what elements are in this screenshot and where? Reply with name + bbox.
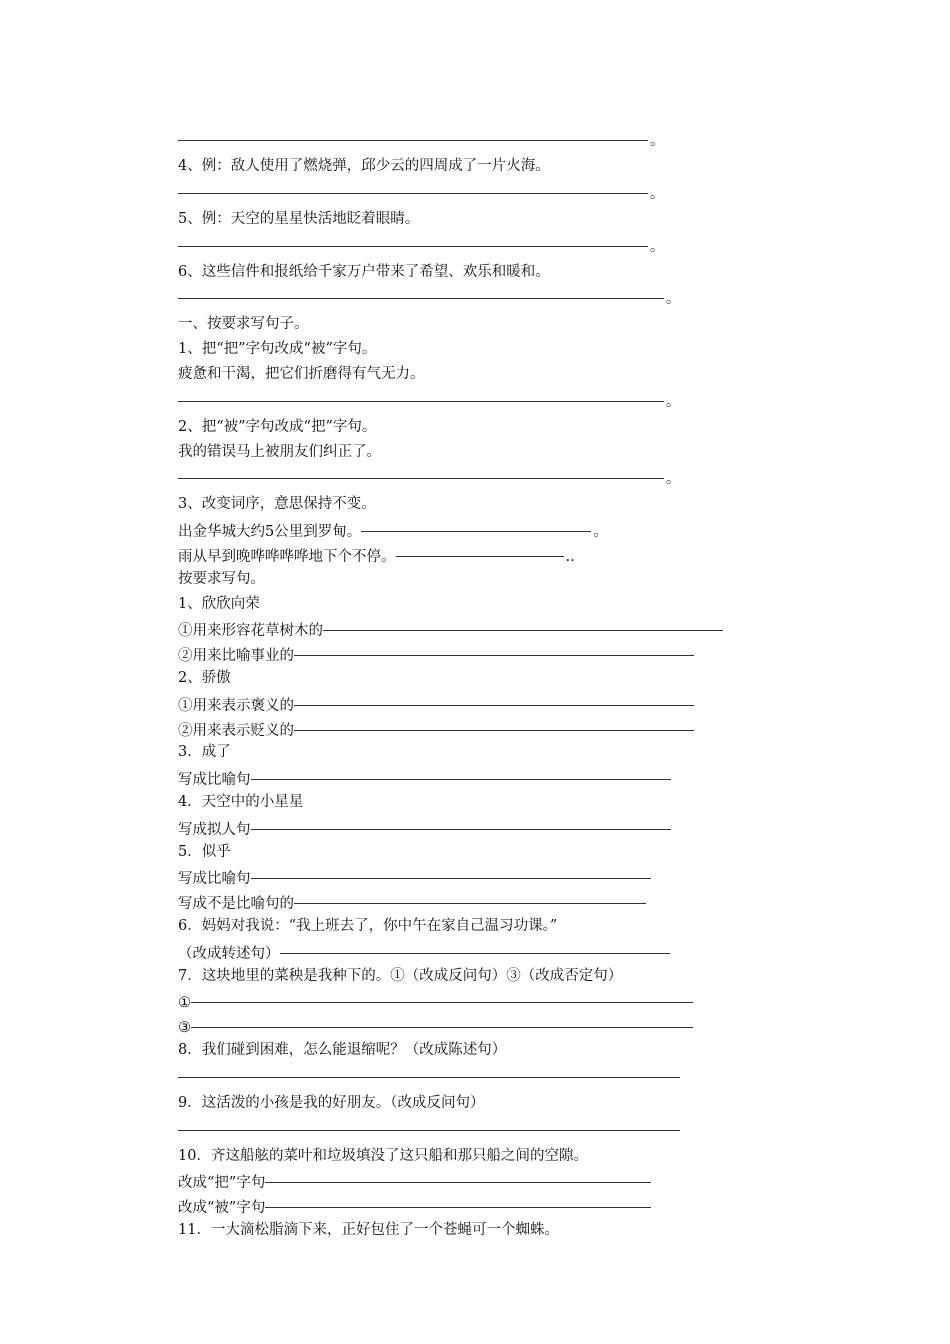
fill-in-row: [178, 988, 738, 1013]
answer-blank[interactable]: [178, 284, 664, 299]
prompt-label: 写成比喻句: [178, 772, 251, 789]
answer-blank-row: [178, 387, 738, 415]
prompt-label: 改成“被”字句: [178, 1200, 266, 1217]
question-text: 我的错误马上被朋友们纠正了。: [178, 443, 381, 460]
answer-blank[interactable]: [396, 542, 564, 557]
answer-blank[interactable]: [251, 864, 651, 879]
answer-blank[interactable]: [265, 1193, 651, 1208]
answer-blank[interactable]: [178, 179, 648, 194]
answer-blank-row: [178, 284, 738, 312]
fill-in-row: [178, 1193, 738, 1218]
answer-blank-row: [178, 1116, 738, 1144]
prompt-label: ②用来比喻事业的: [178, 648, 294, 665]
answer-blank[interactable]: [280, 939, 670, 954]
fill-in-row: [178, 542, 738, 567]
answer-blank[interactable]: [294, 716, 694, 731]
answer-blank[interactable]: [323, 616, 723, 631]
fill-in-row: [178, 1013, 738, 1038]
answer-blank[interactable]: [265, 1168, 651, 1183]
question-text: 3．成了: [178, 744, 231, 761]
fill-in-row: [178, 691, 738, 716]
question-text: 5、例：天空的星星快活地眨着眼睛。: [178, 210, 420, 227]
prompt-label: 出金华城大约5公里到罗甸。: [178, 524, 362, 541]
answer-blank[interactable]: [178, 1063, 680, 1078]
answer-blank[interactable]: [251, 815, 671, 830]
blank-tail: ..: [565, 548, 575, 565]
question-text: 1、把“把”字句改成“被”字句。: [178, 341, 377, 358]
question-text: 3、改变词序，意思保持不变。: [178, 496, 376, 513]
answer-blank-row: [178, 232, 738, 260]
question-text: 4．天空中的小星星: [178, 793, 304, 810]
blank-tail: 。: [666, 291, 681, 308]
prompt-label: 写成拟人句: [178, 821, 251, 838]
question-text: 疲惫和干渴，把它们折磨得有气无力。: [178, 365, 425, 382]
fill-in-row: [178, 641, 738, 666]
fill-in-row: [178, 616, 738, 641]
blank-tail: 。: [666, 393, 681, 410]
fill-in-row: [178, 765, 738, 790]
fill-in-row: [178, 517, 738, 542]
question-text: 2、把“被”字句改成“把”字句。: [178, 418, 377, 435]
answer-blank[interactable]: [178, 464, 664, 479]
answer-blank-row: [178, 464, 738, 492]
answer-blank[interactable]: [294, 889, 646, 904]
answer-blank-row: [178, 1063, 738, 1091]
question-text: 6．妈妈对我说：“我上班去了，你中午在家自己温习功课。”: [178, 917, 558, 934]
question-text: 9．这活泼的小孩是我的好朋友。（改成反问句）: [178, 1094, 485, 1111]
answer-blank[interactable]: [191, 1013, 693, 1028]
blank-tail: 。: [666, 471, 681, 488]
prompt-label: ③: [178, 1020, 191, 1037]
question-text: 10．齐这船舷的菜叶和垃圾填没了这只船和那只船之间的空隙。: [178, 1147, 588, 1164]
answer-blank[interactable]: [178, 126, 648, 141]
fill-in-row: [178, 815, 738, 840]
answer-blank-row: [178, 126, 738, 154]
answer-blank[interactable]: [178, 387, 664, 402]
question-text: 4、例：敌人使用了燃烧弹，邱少云的四周成了一片火海。: [178, 158, 550, 174]
answer-blank[interactable]: [294, 691, 694, 706]
prompt-label: 雨从早到晚哗哗哗哗地下个不停。: [178, 548, 396, 565]
answer-blank-row: [178, 179, 738, 207]
question-text: 7．这块地里的菜秧是我种下的。①（改成反问句）③（改成否定句）: [178, 967, 623, 984]
answer-blank[interactable]: [251, 765, 671, 780]
answer-blank[interactable]: [178, 1116, 680, 1131]
answer-blank[interactable]: [361, 517, 591, 532]
blank-tail: 。: [593, 524, 608, 541]
answer-blank[interactable]: [294, 641, 694, 656]
question-text: 2、骄傲: [178, 669, 231, 686]
fill-in-row: [178, 1168, 738, 1193]
question-text: 11．一大滴松脂滴下来，正好包住了一个苍蝇可一个蜘蛛。: [178, 1221, 559, 1238]
answer-blank[interactable]: [178, 232, 648, 247]
prompt-label: 写成比喻句: [178, 871, 251, 888]
question-text: 1、欣欣向荣: [178, 595, 260, 612]
question-text: 一、按要求写句子。: [178, 316, 309, 333]
blank-tail: 。: [650, 133, 665, 149]
fill-in-row: [178, 889, 738, 914]
question-text: 按要求写句。: [178, 570, 265, 587]
prompt-label: ①用来表示褒义的: [178, 697, 294, 714]
fill-in-row: [178, 864, 738, 889]
fill-in-row: [178, 939, 738, 964]
blank-tail: 。: [650, 238, 665, 255]
blank-tail: 。: [650, 185, 665, 202]
prompt-label: （改成转述句）: [178, 945, 280, 962]
prompt-label: 写成不是比喻句的: [178, 896, 294, 913]
worksheet: [178, 126, 738, 1243]
prompt-label: ②用来表示贬义的: [178, 722, 294, 739]
fill-in-row: [178, 716, 738, 741]
question-text: 6、这些信件和报纸给千家万户带来了希望、欢乐和暖和。: [178, 263, 550, 280]
prompt-label: 改成“把”字句: [178, 1175, 266, 1192]
question-text: 5．似乎: [178, 843, 231, 860]
answer-blank[interactable]: [191, 988, 693, 1003]
prompt-label: ①用来形容花草树木的: [178, 623, 323, 640]
question-text: 8．我们碰到困难，怎么能退缩呢？（改成陈述句）: [178, 1041, 507, 1058]
prompt-label: ①: [178, 995, 191, 1012]
